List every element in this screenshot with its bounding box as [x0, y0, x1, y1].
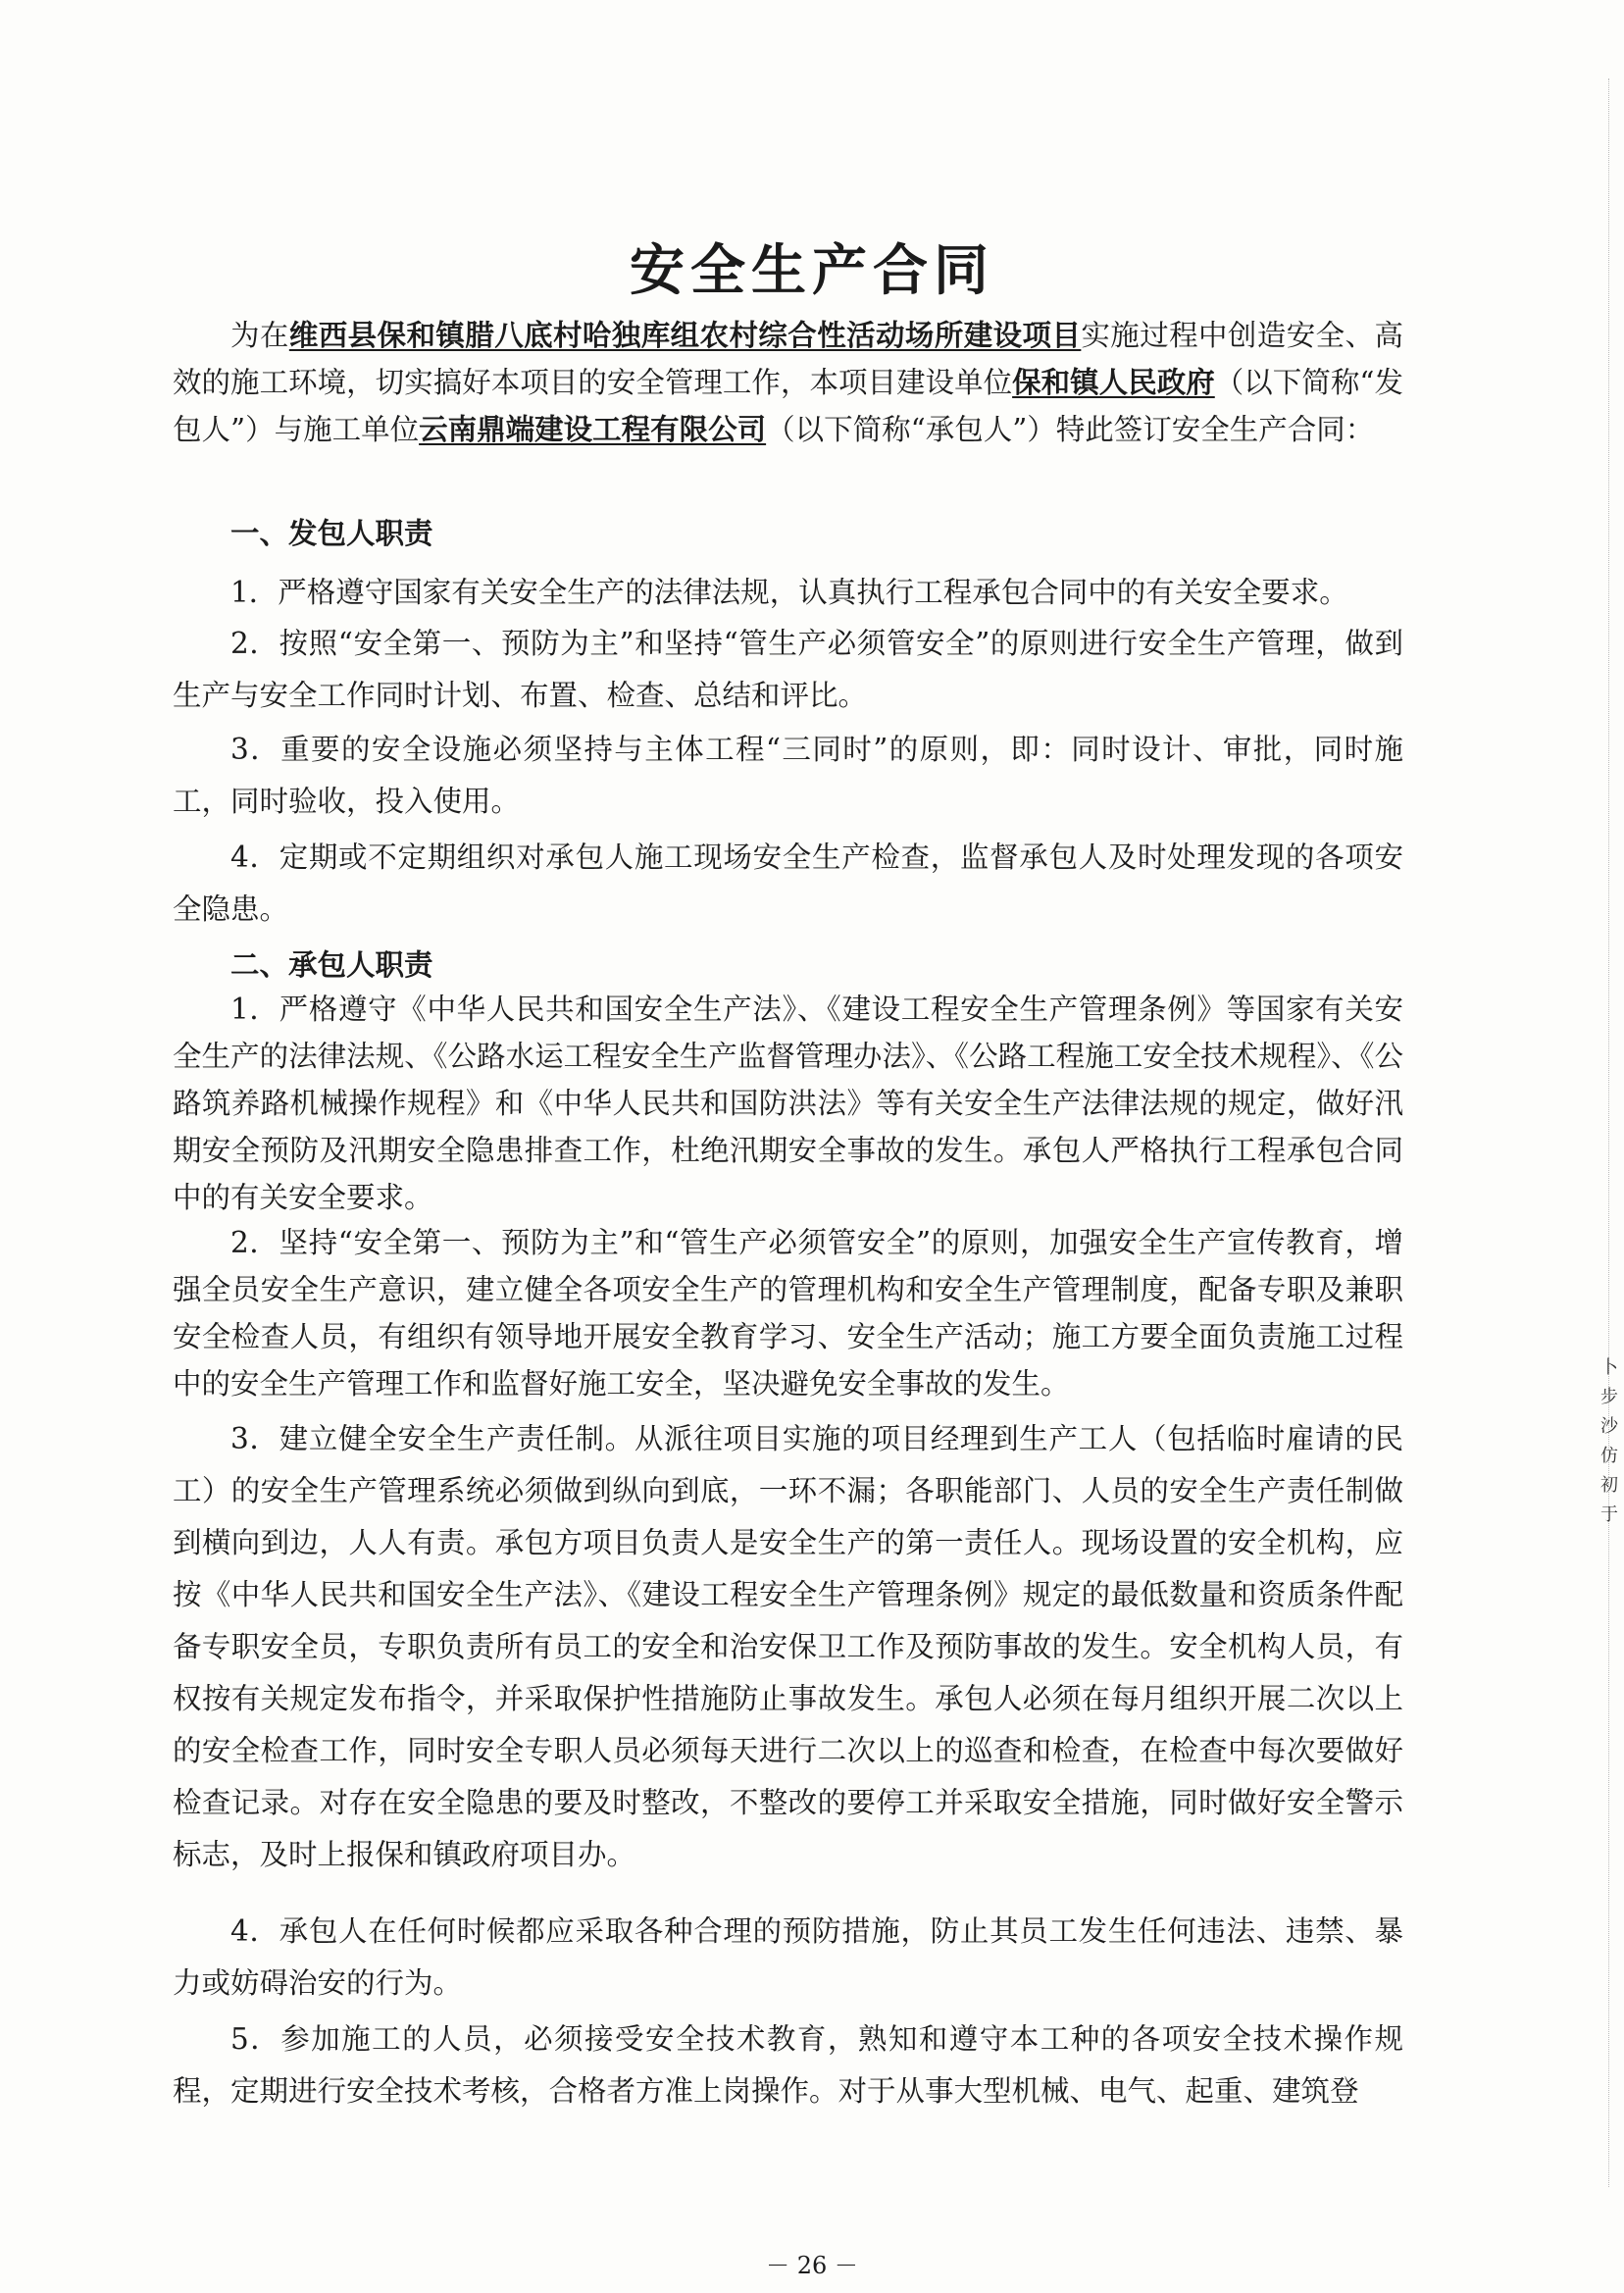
section-2-item-5: 5．参加施工的人员，必须接受安全技术教育，熟知和遵守本工种的各项安全技术操作规程，定期进行安全技术考核，合格者方准上岗操作。对于从事大型机械、电气、起重、建筑登 — [173, 2022, 1403, 2108]
scan-edge — [1608, 78, 1610, 2187]
intro-text-3: （以下简称“发包人”）与施工单位 — [173, 366, 1403, 446]
intro-paragraph — [173, 312, 1403, 453]
section-2-item-1: 1．严格遵守《中华人民共和国安全生产法》、《建设工程安全生产管理条例》等国家有关安全生产的法律法规、《公路水运工程安全生产监督管理办法》、《公路工程施工安全技术规程》、《公路筑养路机械操作规程》和《中华人民共和国防洪法》等有关安全生产法律法规的规定，做好汛期安全预防及汛期安全隐患排查工作，杜绝汛期安全事故的发生。承包人严格执行工程承包合同中的有关安全要求。 — [173, 993, 1403, 1214]
intro-text-4: （以下简称“承包人”）特此签订安全生产合同： — [766, 413, 1375, 446]
section-2-item-2: 2．坚持“安全第一、预防为主”和“管生产必须管安全”的原则，加强安全生产宣传教育，增强全员安全生产意识，建立健全各项安全生产的管理机构和安全生产管理制度，配备专职及兼职安全检查人员，有组织有领导地开展安全教育学习、安全生产活动；施工方要全面负责施工过程中的安全生产管理工作和监督好施工安全，坚决避免安全事故的发生。 — [173, 1226, 1403, 1401]
page-number: － 26 － — [766, 2252, 858, 2279]
intro-text-1: 为在 — [230, 319, 289, 352]
document-title: 安全生产合同 — [630, 238, 994, 303]
section-1-item-2: 2．按照“安全第一、预防为主”和坚持“管生产必须管安全”的原则进行安全生产管理，做到生产与安全工作同时计划、布置、检查、总结和评比。 — [173, 627, 1403, 712]
contractor-name: 云南鼎端建设工程有限公司 — [419, 412, 767, 446]
section-2-heading: 二、承包人职责 — [230, 947, 433, 982]
margin-handwriting: 卜 步 沙 仿 初 于 — [1600, 1357, 1618, 1525]
section-1-item-3: 3．重要的安全设施必须坚持与主体工程“三同时”的原则，即：同时设计、审批，同时施工，同时验收，投入使用。 — [173, 733, 1403, 818]
employer-name: 保和镇人民政府 — [1012, 365, 1215, 399]
section-2-item-3: 3．建立健全安全生产责任制。从派往项目实施的项目经理到生产工人（包括临时雇请的民工）的安全生产管理系统必须做到纵向到底，一环不漏；各职能部门、人员的安全生产责任制做到横向到边，人人有责。承包方项目负责人是安全生产的第一责任人。现场设置的安全机构，应按《中华人民共和国安全生产法》、《建设工程安全生产管理条例》规定的最低数量和资质条件配备专职安全员，专职负责所有员工的安全和治安保卫工作及预防事故的发生。安全机构人员，有权按有关规定发布指令，并采取保护性措施防止事故发生。承包人必须在每月组织开展二次以上的安全检查工作，同时安全专职人员必须每天进行二次以上的巡查和检查，在检查中每次要做好检查记录。对存在安全隐患的要及时整改，不整改的要停工并采取安全措施，同时做好安全警示标志，及时上报保和镇政府项目办。 — [173, 1422, 1403, 1871]
intro-text-2: 实施过程中创造安全、高效的施工环境，切实搞好本项目的安全管理工作，本项目建设单位 — [173, 319, 1403, 399]
section-1-heading: 一、发包人职责 — [230, 516, 433, 550]
section-2-item-4: 4．承包人在任何时候都应采取各种合理的预防措施，防止其员工发生任何违法、违禁、暴力或妨碍治安的行为。 — [173, 1914, 1403, 2000]
project-name: 维西县保和镇腊八底村哈独库组农村综合性活动场所建设项目 — [288, 318, 1082, 352]
section-1-item-4: 4．定期或不定期组织对承包人施工现场安全生产检查，监督承包人及时处理发现的各项安全隐患。 — [173, 841, 1403, 926]
section-1-item-1: 1．严格遵守国家有关安全生产的法律法规，认真执行工程承包合同中的有关安全要求。 — [230, 576, 1348, 609]
